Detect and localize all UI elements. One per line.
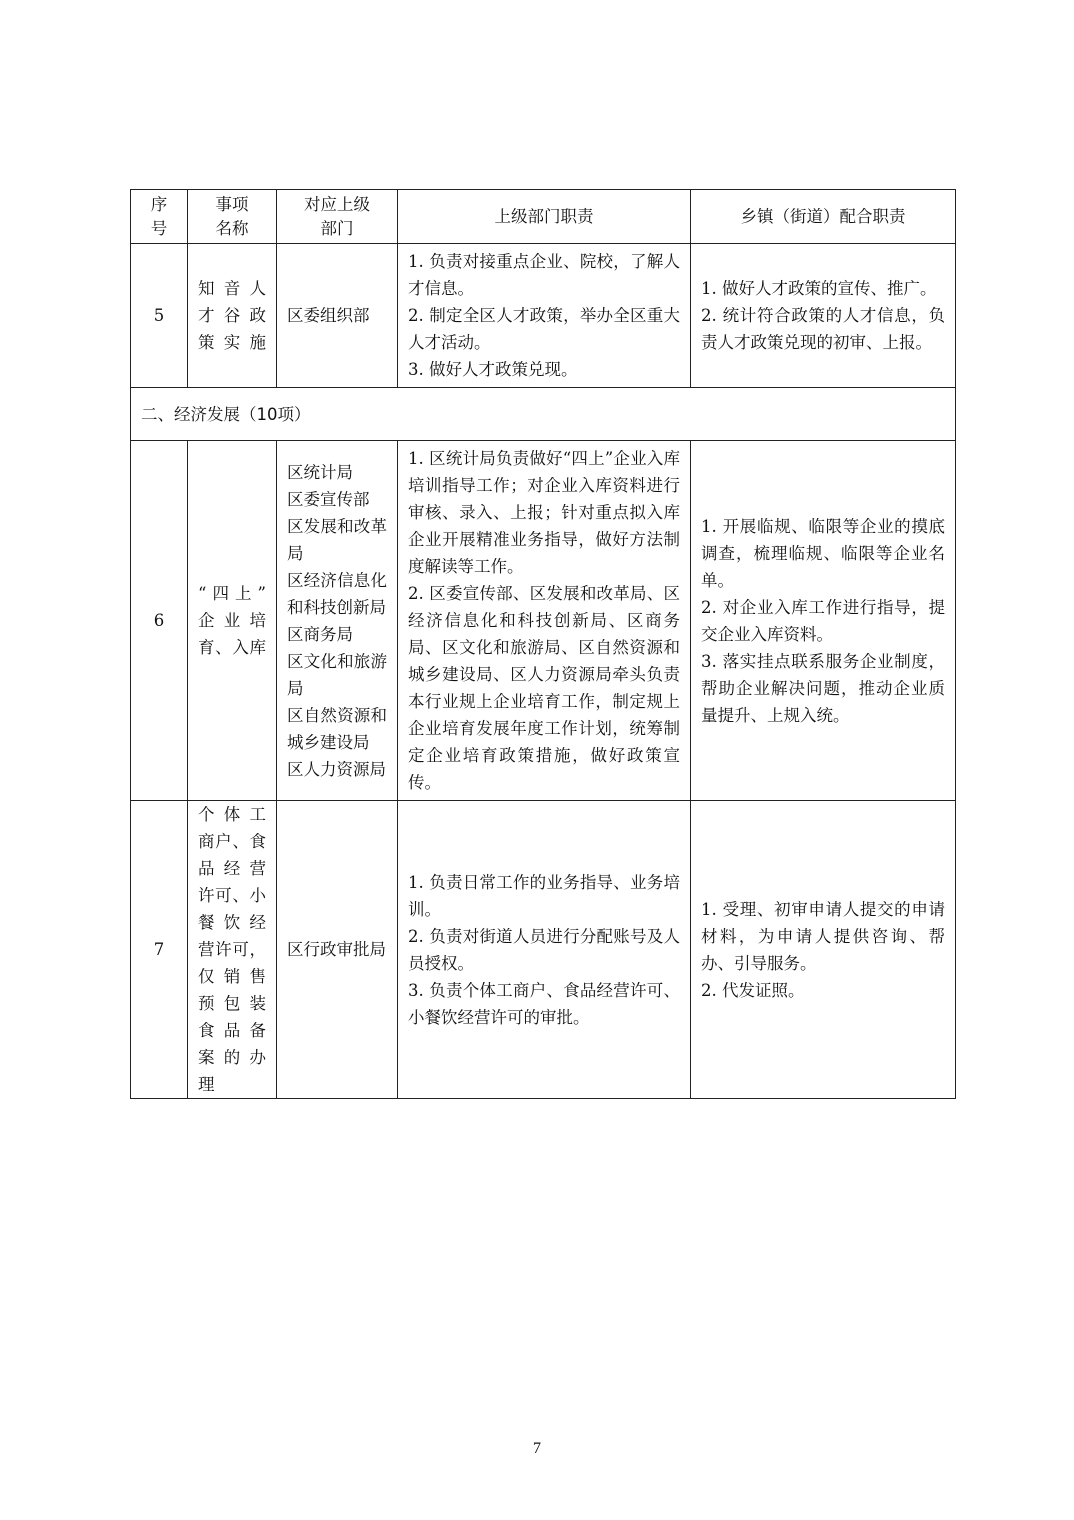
duty-item: 2. 对企业入库工作进行指导，提交企业入库资料。: [701, 597, 945, 644]
dept-line: 区经济信息化和科技创新局: [287, 570, 387, 617]
dept-line: 区统计局: [287, 462, 353, 482]
dept-line: 区委宣传部: [287, 489, 370, 509]
item-name-line: “四上”: [198, 584, 266, 603]
cell-seq: 5: [131, 244, 188, 388]
duty-item: 1. 负责对接重点企业、院校，了解人才信息。: [408, 252, 680, 298]
item-name-line: 理: [198, 1075, 215, 1094]
duty-item: 2. 区委宣传部、区发展和改革局、区经济信息化和科技创新局、区商务局、区文化和旅游局、区自然资源和城乡建设局、区人力资源局牵头负责本行业规上企业培育工作，制定规上企业培育发展年度工作计划，统筹制定企业培育政策措施，做好政策宣传。: [408, 584, 680, 792]
cell-upper-duty: [398, 244, 691, 388]
item-name-line: 许可、小: [198, 886, 266, 905]
dept-line: 区发展和改革局: [287, 516, 387, 563]
duty-item: 1. 受理、初审申请人提交的申请材料，为申请人提供咨询、帮办、引导服务。: [701, 899, 945, 973]
item-name-line: 食品备: [198, 1021, 266, 1040]
duty-item: 2. 负责对街道人员进行分配账号及人员授权。: [408, 926, 680, 973]
dept-line: 区自然资源和城乡建设局: [287, 705, 387, 752]
duty-item: 2. 制定全区人才政策，举办全区重大人才活动。: [408, 306, 680, 352]
section-row: [131, 388, 956, 441]
dept-line: 区委组织部: [287, 306, 370, 325]
cell-upper-duty: [398, 441, 691, 801]
cell-upper-duty: [398, 801, 691, 1099]
cell-item-name: [188, 801, 277, 1099]
cell-seq: 7: [131, 801, 188, 1099]
cell-item-name: [188, 244, 277, 388]
dept-line: 区文化和旅游局: [287, 651, 387, 698]
duty-item: 1. 做好人才政策的宣传、推广。: [701, 279, 937, 298]
duty-item: 1. 区统计局负责做好“四上”企业入库培训指导工作；对企业入库资料进行审核、录入、上报；针对重点拟入库企业开展精准业务指导，做好方法制度解读等工作。: [408, 449, 680, 576]
header-name: 事项 名称: [188, 190, 277, 244]
header-seq: 序 号: [131, 190, 188, 244]
duty-item: 2. 代发证照。: [701, 980, 805, 1000]
table-row: [131, 441, 956, 801]
duty-item: 3. 负责个体工商户、食品经营许可、小餐饮经营许可的审批。: [408, 980, 680, 1027]
item-name-line: 企业培: [198, 611, 266, 630]
item-name-line: 个体工: [198, 805, 266, 824]
duty-item: 2. 统计符合政策的人才信息，负责人才政策兑现的初审、上报。: [701, 306, 945, 352]
duty-table: [130, 189, 956, 1099]
item-name-line: 育、入库: [198, 638, 266, 657]
item-name-line: 营许可，: [198, 940, 266, 959]
duty-item: 3. 做好人才政策兑现。: [408, 360, 578, 379]
item-name-line: 商户、食: [198, 832, 266, 851]
item-name-line: 案的办: [198, 1048, 266, 1067]
page-number: 7: [533, 1440, 541, 1457]
dept-line: 区人力资源局: [287, 759, 386, 779]
duty-item: 1. 开展临规、临限等企业的摸底调查，梳理临规、临限等企业名单。: [701, 516, 945, 590]
section-heading: 二、经济发展（10项）: [131, 388, 956, 441]
duty-item: 3. 落实挂点联系服务企业制度，帮助企业解决问题，推动企业质量提升、上规入统。: [701, 651, 945, 725]
item-name-line: 餐饮经: [198, 913, 266, 932]
header-row: [131, 190, 956, 244]
cell-town-duty: [691, 441, 956, 801]
table-row: [131, 801, 956, 1099]
item-name-line: 知音人: [198, 279, 266, 298]
duty-item: 1. 负责日常工作的业务指导、业务培训。: [408, 872, 680, 919]
item-name-line: 才谷政: [198, 306, 266, 325]
cell-dept: [277, 441, 398, 801]
item-name-line: 预包装: [198, 994, 266, 1013]
cell-town-duty: [691, 244, 956, 388]
table-row: [131, 244, 956, 388]
dept-line: 区商务局: [287, 624, 353, 644]
cell-dept: [277, 801, 398, 1099]
cell-dept: [277, 244, 398, 388]
item-name-line: 仅销售: [198, 967, 266, 986]
cell-seq: 6: [131, 441, 188, 801]
cell-item-name: [188, 441, 277, 801]
header-town-duty: 乡镇（街道）配合职责: [691, 190, 956, 244]
cell-town-duty: [691, 801, 956, 1099]
item-name-line: 品经营: [198, 859, 266, 878]
item-name-line: 策实施: [198, 333, 266, 352]
header-dept: 对应上级 部门: [277, 190, 398, 244]
dept-line: 区行政审批局: [287, 940, 386, 959]
header-upper-duty: 上级部门职责: [398, 190, 691, 244]
table-body: [131, 244, 956, 1099]
